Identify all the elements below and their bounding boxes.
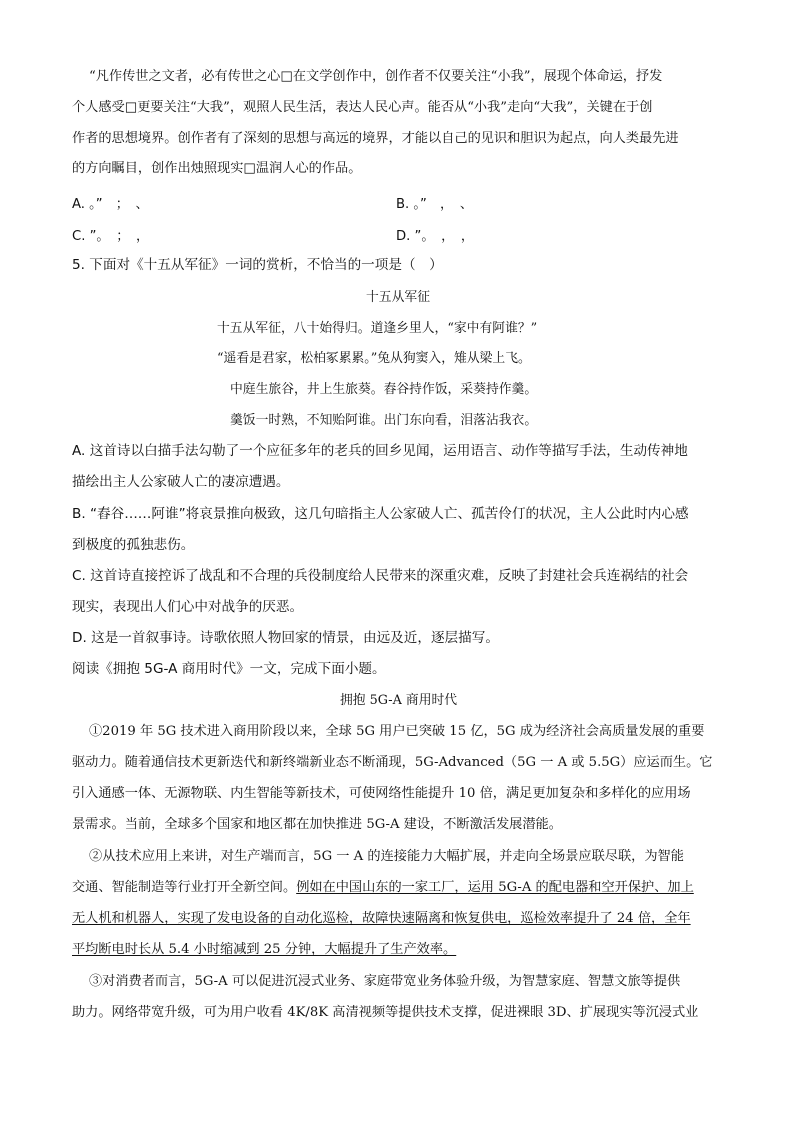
poem-title: 十五从军征	[366, 290, 430, 305]
question-stem: 5. 下面对《十五从军征》一词的赏析，不恰当的一项是（ ）	[72, 257, 443, 273]
poem-line: 十五从军征，八十始得归。道逢乡里人，“家中有阿谁？”	[217, 321, 538, 336]
paragraph-1-line: 景需求。当前，全球多个国家和地区都在加快推进 5G-A 建设，不断激活发展潜能。	[72, 817, 562, 832]
passage-line: 的方向瞩目，创作出烛照现实□温润人心的作品。	[72, 161, 362, 176]
answer-option-c-cont: 现实，表现出人们心中对战争的厌恶。	[72, 599, 304, 615]
paragraph-3-line: ③对消费者而言，5G-A 可以促进沉浸式业务、家庭带宽业务体验升级，为智慧家庭、智慧文旅等提供	[89, 974, 681, 989]
poem-line: “遥看是君家，松柏冢累累。”兔从狗窦入，雉从梁上飞。	[217, 351, 531, 366]
answer-option-d: D. 这是一首叙事诗。诗歌依照人物回家的情景，由远及近，逐层描写。	[72, 630, 499, 646]
article-title: 拥抱 5G-A 商用时代	[340, 693, 458, 708]
poem-line: 中庭生旅谷，井上生旅葵。舂谷持作饭，采葵持作羹。	[230, 382, 538, 397]
paragraph-1-line: ①2019 年 5G 技术进入商用阶段以来，全球 5G 用户已突破 15 亿，5G 成为经济社会高质量发展的重要	[89, 724, 705, 739]
paragraph-1-line: 引入通感一体、无源物联、内生智能等新技术，可使网络性能提升 10 倍，满足更加复杂和多样化的应用场	[72, 786, 691, 801]
underlined-example: 例如在中国山东的一家工厂，运用 5G-A 的配电器和空开保护、加上	[296, 880, 694, 895]
answer-option-b-cont: 到极度的孤独悲伤。	[72, 537, 195, 553]
answer-option-a-cont: 描绘出主人公家破人亡的凄凉遭遇。	[72, 474, 290, 490]
paragraph-1-line: 驱动力。随着通信技术更新迭代和新终端新业态不断涌现，5G-Advanced（5G 一 A 或 5.5G）应运而生。它	[72, 755, 713, 770]
paragraph-2-line	[72, 879, 694, 897]
reading-instruction: 阅读《拥抱 5G-A 商用时代》一文，完成下面小题。	[72, 661, 386, 677]
answer-option-a: A. 这首诗以白描手法勾勒了一个应征多年的老兵的回乡见闻，运用语言、动作等描写手法，生动传神地	[72, 443, 688, 459]
answer-option-c: C. 这首诗直接控诉了战乱和不合理的兵役制度给人民带来的深重灾难，反映了封建社会兵连祸结的社会	[72, 568, 689, 584]
paragraph-2-line: ②从技术应用上来讲，对生产端而言，5G 一 A 的连接能力大幅扩展，并走向全场景应联尽联，为智能	[89, 849, 684, 864]
option-c: C. ”。 ； ，	[72, 229, 150, 244]
answer-option-b: B. “舂谷……阿谁”将哀景推向极致，这几句暗指主人公家破人亡、孤苦伶仃的状况，主人公此时内心感	[72, 506, 689, 522]
option-a: A. 。” ； 、	[72, 197, 149, 212]
option-d: D. ”。 ， ，	[396, 229, 475, 244]
paragraph-3-line: 助力。网络带宽升级，可为用户收看 4K/8K 高清视频等提供技术支撑，促进裸眼 3D、扩展现实等沉浸式业	[72, 1005, 699, 1020]
option-b: B. 。” ， 、	[396, 197, 473, 212]
underlined-example-line: 无人机和机器人，实现了发电设备的自动化巡检，故障快速隔离和恢复供电，巡检效率提升了 24 倍，全年	[72, 911, 691, 926]
passage-line: “凡作传世之文者，必有传世之心□在文学创作中，创作者不仅要关注“小我”，展现个体命运，抒发	[89, 69, 663, 84]
underlined-example-line: 平均断电时长从 5.4 小时缩减到 25 分钟，大幅提升了生产效率。	[72, 942, 457, 957]
paragraph-2-text: 交通、智能制造等行业打开全新空间。	[72, 880, 297, 895]
poem-line: 羹饭一时熟，不知贻阿谁。出门东向看，泪落沾我衣。	[230, 413, 538, 428]
passage-line: 作者的思想境界。创作者有了深刻的思想与高远的境界，才能以自己的见识和胆识为起点，向人类最先进	[72, 131, 679, 146]
passage-line: 个人感受□更要关注“大我”，观照人民生活，表达人民心声。能否从“小我”走向“大我”，关键在于创	[72, 100, 653, 115]
